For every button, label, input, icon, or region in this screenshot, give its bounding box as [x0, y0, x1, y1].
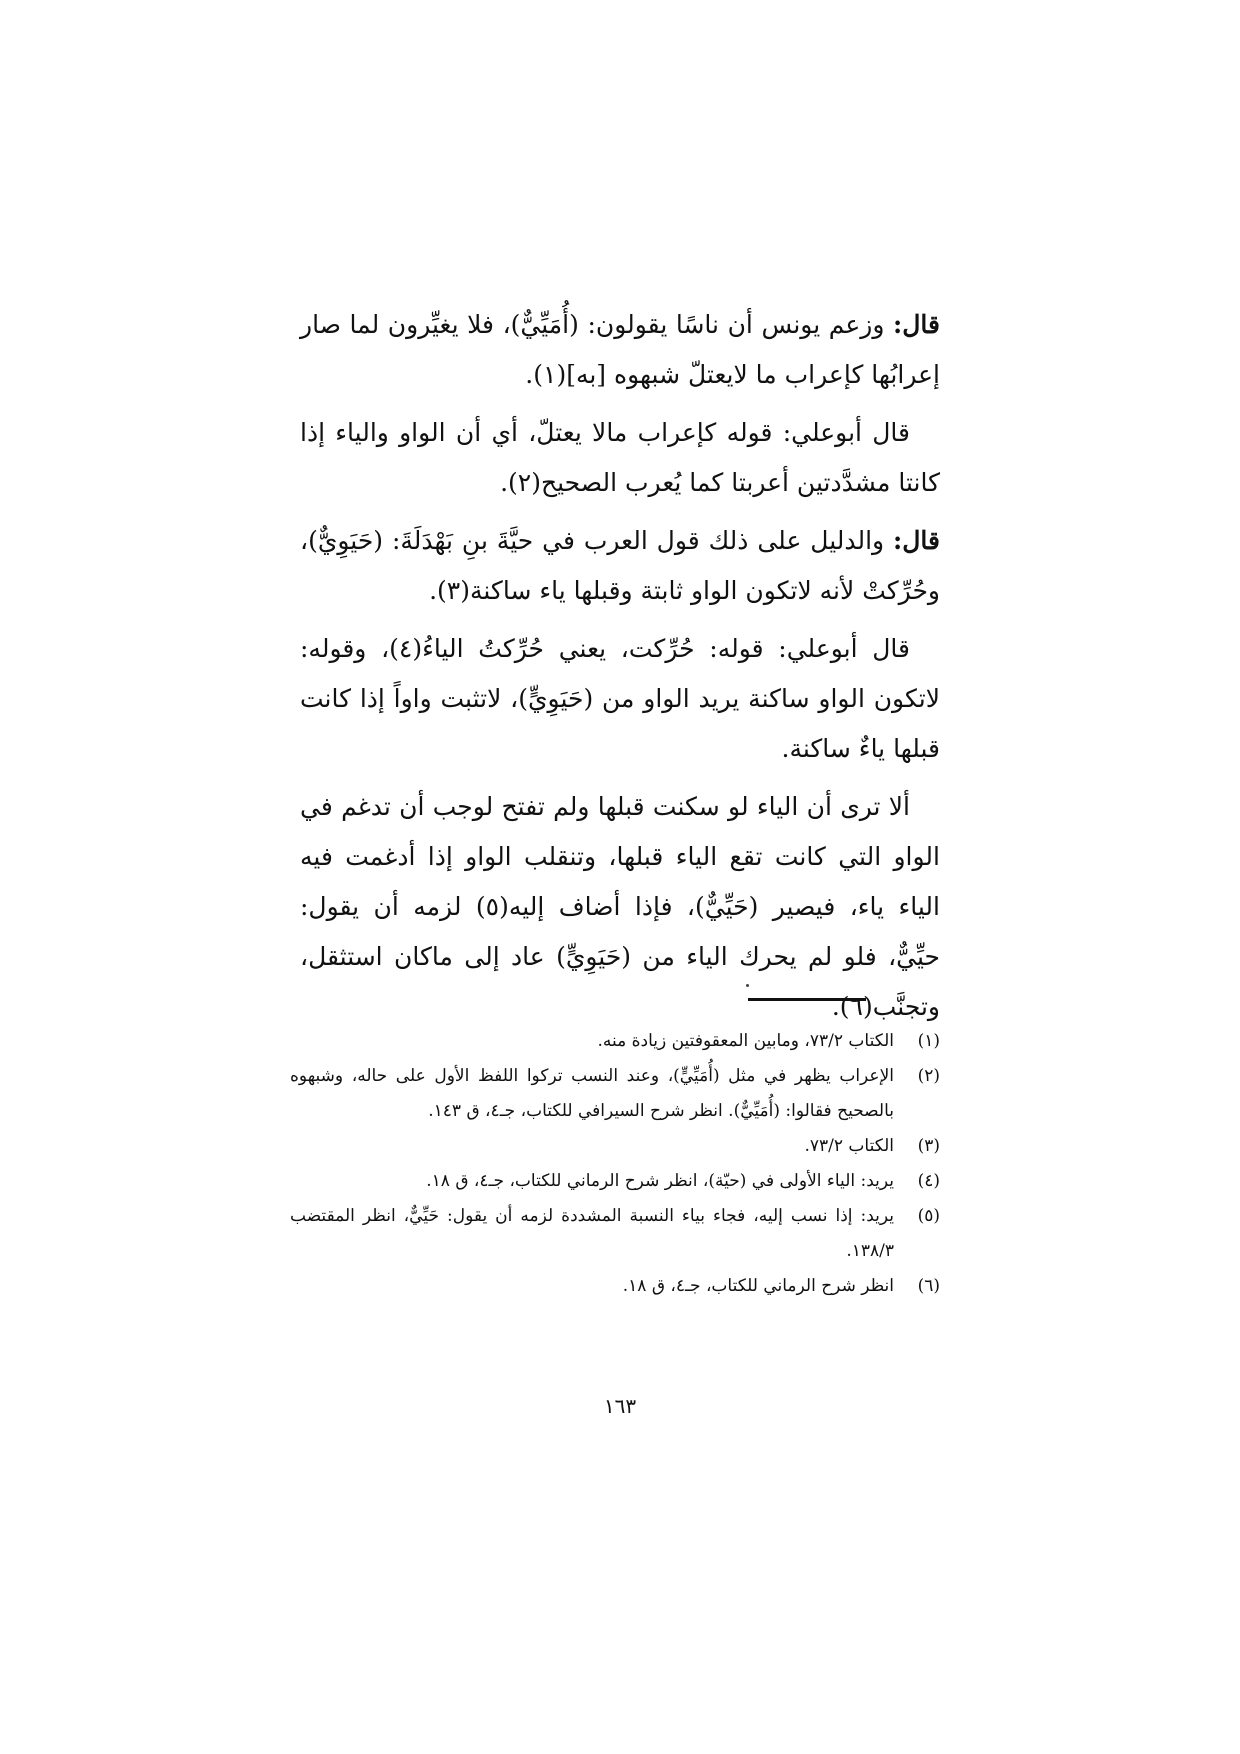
stray-mark [746, 984, 749, 987]
paragraph-text: والدليل على ذلك قول العرب في حيَّةَ بنِ بَهْدَلَةَ: (حَيَوِيٌّ)، وحُرِّكتْ لأنه لاتكون الواو ثابتة وقبلها ياء ساكنة(٣). [300, 526, 940, 605]
page-number: ١٦٣ [603, 1394, 637, 1418]
footnote-text: انظر شرح الرماني للكتاب، جـ٤، ق ١٨. [622, 1276, 894, 1296]
footnote-item [290, 1269, 940, 1304]
footnote-text: الكتاب ٧٣/٢، ومابين المعقوفتين زيادة منه. [597, 1031, 894, 1051]
footnote-number: (١) [917, 1031, 940, 1051]
paragraph-lead: قال: [893, 310, 940, 339]
paragraph-text: ألا ترى أن الياء لو سكنت قبلها ولم تفتح لوجب أن تدغم في الواو التي كانت تقع الياء قبلها، وتنقلب الواو إذا أدغمت فيه الياء ياء، فيصير (حَيِّيٌّ)، فإذا أضاف إليه(٥) لزمه أن يقول: حيِّيٌّ، فلو لم يحرك الياء من (حَيَوِيٍّ) عاد إلى ماكان استثقل، وتجنَّب(٦). [300, 792, 940, 1021]
paragraph-1 [300, 300, 940, 400]
paragraph-4 [300, 624, 940, 774]
paragraph-text: قال أبوعلي: قوله: حُرِّكت، يعني حُرِّكتُ الياءُ(٤)، وقوله: لاتكون الواو ساكنة يريد الواو من (حَيَوِيٍّ)، لاتثبت واواً إذا كانت قبلها ياءٌ ساكنة. [300, 634, 940, 763]
footnote-divider [748, 998, 866, 1001]
footnote-text: الكتاب ٧٣/٢. [804, 1136, 894, 1156]
footnote-item [290, 1199, 940, 1269]
paragraph-2 [300, 408, 940, 508]
footnote-number: (٥) [917, 1206, 940, 1226]
footnote-number: (٦) [917, 1276, 940, 1296]
paragraph-text: قال أبوعلي: قوله كإعراب مالا يعتلّ، أي أن الواو والياء إذا كانتا مشدَّدتين أعربتا كما يُعرب الصحيح(٢). [300, 418, 940, 497]
paragraph-lead: قال: [893, 526, 940, 555]
footnote-number: (٣) [917, 1136, 940, 1156]
footnote-number: (٤) [917, 1171, 940, 1191]
main-text [300, 300, 940, 1040]
paragraph-text: وزعم يونس أن ناسًا يقولون: (أُمَيِّيٌّ)، فلا يغيِّرون لما صار إعرابُها كإعراب ما لايعتلّ شبهوه [به](١). [300, 310, 940, 389]
footnote-item [290, 1059, 940, 1129]
footnote-item [290, 1024, 940, 1059]
footnote-item [290, 1164, 940, 1199]
footnote-text: الإعراب يظهر في مثل (أُمَيِّيٍّ)، وعند النسب تركوا اللفظ الأول على حاله، وشبهوه بالصحيح فقالوا: (أُمَيِّيٌّ). انظر شرح السيرافي للكتاب، جـ٤، ق ١٤٣. [290, 1066, 894, 1121]
footnotes [290, 1024, 940, 1304]
paragraph-5 [300, 782, 940, 1032]
footnote-text: يريد: إذا نسب إليه، فجاء بياء النسبة المشددة لزمه أن يقول: حَيِّيٌّ، انظر المقتضب ١٣٨/٣. [290, 1206, 894, 1261]
paragraph-3 [300, 516, 940, 616]
footnote-number: (٢) [917, 1066, 940, 1086]
footnote-text: يريد: الياء الأولى في (حيّة)، انظر شرح الرماني للكتاب، جـ٤، ق ١٨. [426, 1171, 894, 1191]
footnote-item [290, 1129, 940, 1164]
